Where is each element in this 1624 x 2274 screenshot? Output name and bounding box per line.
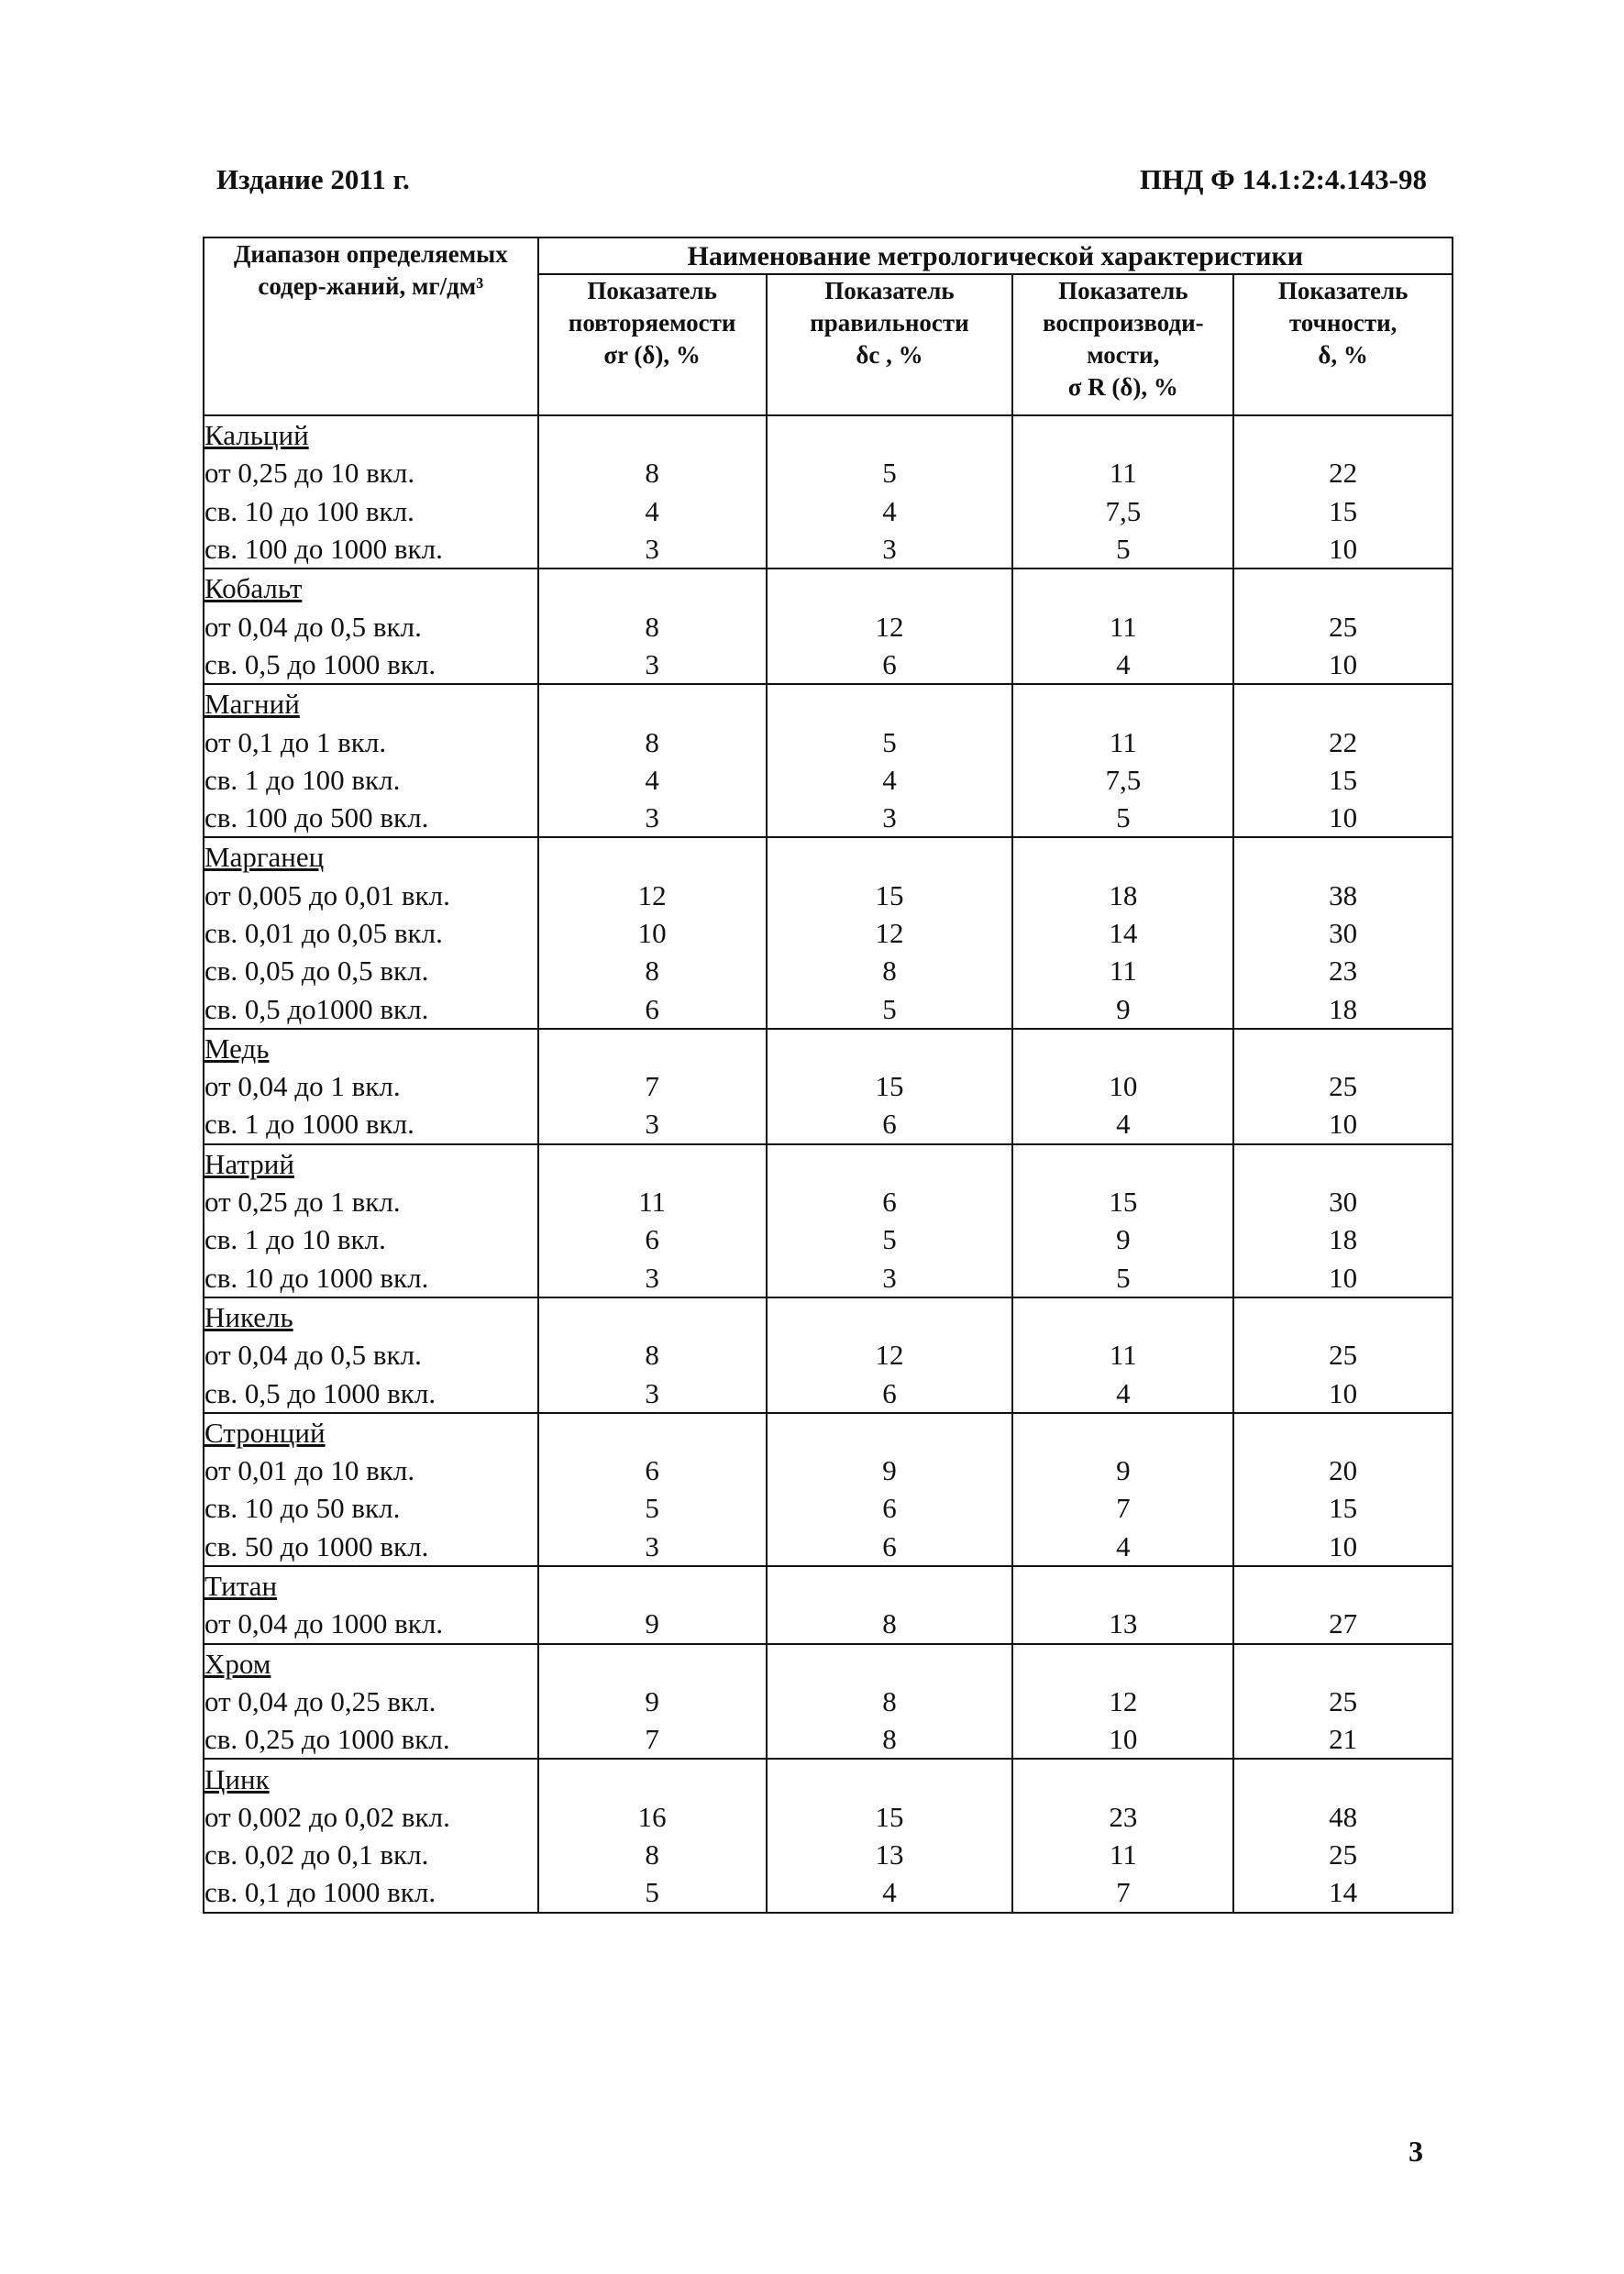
value-cell: 11 bbox=[1012, 1336, 1233, 1374]
value-cell: 7 bbox=[538, 1067, 767, 1105]
empty-cell bbox=[538, 1297, 767, 1336]
element-name: Марганец bbox=[204, 841, 325, 874]
value-cell: 10 bbox=[1233, 1105, 1453, 1143]
empty-cell bbox=[538, 1144, 767, 1183]
element-name-row bbox=[204, 568, 1453, 607]
element-name-cell bbox=[204, 415, 538, 454]
value-cell: 14 bbox=[1012, 914, 1233, 952]
value-cell: 18 bbox=[1233, 1220, 1453, 1258]
value-cell: 48 bbox=[1233, 1798, 1453, 1836]
value-cell: 11 bbox=[1012, 723, 1233, 760]
empty-cell bbox=[538, 1759, 767, 1797]
edition-label: Издание 2011 г. bbox=[216, 163, 410, 195]
value-cell: 7 bbox=[1012, 1489, 1233, 1527]
range-column-header: Диапазон определяемых содер-жаний, мг/дм³ bbox=[204, 237, 538, 415]
value-cell: 10 bbox=[1233, 646, 1453, 684]
element-group bbox=[204, 1144, 1453, 1297]
empty-cell bbox=[767, 1566, 1013, 1605]
value-cell: 4 bbox=[767, 761, 1013, 799]
table-row bbox=[204, 530, 1453, 568]
range-cell: св. 0,25 до 1000 вкл. bbox=[204, 1720, 538, 1759]
value-cell: 11 bbox=[538, 1183, 767, 1220]
empty-cell bbox=[767, 1644, 1013, 1683]
element-name: Титан bbox=[204, 1570, 278, 1603]
element-name-row bbox=[204, 1029, 1453, 1067]
value-cell: 22 bbox=[1233, 723, 1453, 760]
element-name-cell bbox=[204, 1297, 538, 1336]
empty-cell bbox=[767, 568, 1013, 607]
value-cell: 30 bbox=[1233, 914, 1453, 952]
value-cell: 6 bbox=[767, 1528, 1013, 1566]
table-row bbox=[204, 877, 1453, 914]
value-cell: 3 bbox=[767, 799, 1013, 837]
element-group bbox=[204, 684, 1453, 837]
table-row bbox=[204, 1105, 1453, 1143]
column-label: Показатель воспроизводи-мости, bbox=[1042, 277, 1204, 369]
element-name-row bbox=[204, 1566, 1453, 1605]
value-cell: 12 bbox=[1012, 1683, 1233, 1720]
table-row bbox=[204, 952, 1453, 989]
table-header bbox=[204, 237, 1453, 415]
empty-cell bbox=[1012, 1029, 1233, 1067]
page-number: 3 bbox=[1409, 2135, 1423, 2168]
range-cell: св. 10 до 100 вкл. bbox=[204, 492, 538, 530]
element-name-row bbox=[204, 1297, 1453, 1336]
value-cell: 3 bbox=[538, 1374, 767, 1412]
column-label: Показатель правильности bbox=[810, 277, 969, 337]
value-cell: 25 bbox=[1233, 607, 1453, 645]
value-cell: 23 bbox=[1233, 952, 1453, 989]
empty-cell bbox=[538, 684, 767, 723]
repeatability-header bbox=[538, 274, 767, 415]
value-cell: 30 bbox=[1233, 1183, 1453, 1220]
empty-cell bbox=[1012, 568, 1233, 607]
empty-cell bbox=[1012, 1297, 1233, 1336]
element-name-cell bbox=[204, 837, 538, 876]
value-cell: 7 bbox=[538, 1720, 767, 1759]
value-cell: 27 bbox=[1233, 1605, 1453, 1643]
element-name-row bbox=[204, 415, 1453, 454]
reproducibility-header bbox=[1012, 274, 1233, 415]
element-group bbox=[204, 1297, 1453, 1413]
element-name-row bbox=[204, 1759, 1453, 1797]
value-cell: 20 bbox=[1233, 1452, 1453, 1489]
value-cell: 5 bbox=[767, 1220, 1013, 1258]
value-cell: 6 bbox=[767, 1489, 1013, 1527]
range-cell: от 0,04 до 1 вкл. bbox=[204, 1067, 538, 1105]
table-row bbox=[204, 492, 1453, 530]
value-cell: 10 bbox=[1012, 1067, 1233, 1105]
value-cell: 8 bbox=[767, 952, 1013, 989]
range-cell: св. 50 до 1000 вкл. bbox=[204, 1528, 538, 1566]
value-cell: 6 bbox=[767, 1105, 1013, 1143]
empty-cell bbox=[538, 1566, 767, 1605]
value-cell: 7,5 bbox=[1012, 761, 1233, 799]
value-cell: 9 bbox=[1012, 989, 1233, 1028]
value-cell: 11 bbox=[1012, 1836, 1233, 1873]
value-cell: 11 bbox=[1012, 952, 1233, 989]
value-cell: 4 bbox=[1012, 1528, 1233, 1566]
range-cell: св. 100 до 500 вкл. bbox=[204, 799, 538, 837]
value-cell: 25 bbox=[1233, 1336, 1453, 1374]
range-cell: от 0,005 до 0,01 вкл. bbox=[204, 877, 538, 914]
column-symbol: δ, % bbox=[1318, 341, 1368, 369]
value-cell: 8 bbox=[767, 1605, 1013, 1643]
value-cell: 25 bbox=[1233, 1836, 1453, 1873]
trueness-header bbox=[767, 274, 1013, 415]
value-cell: 5 bbox=[538, 1489, 767, 1527]
empty-cell bbox=[1233, 1644, 1453, 1683]
empty-cell bbox=[1233, 1566, 1453, 1605]
value-cell: 18 bbox=[1233, 989, 1453, 1028]
element-group bbox=[204, 1029, 1453, 1144]
empty-cell bbox=[767, 1029, 1013, 1067]
table-row bbox=[204, 1452, 1453, 1489]
value-cell: 10 bbox=[538, 914, 767, 952]
range-cell: св. 100 до 1000 вкл. bbox=[204, 530, 538, 568]
value-cell: 15 bbox=[767, 877, 1013, 914]
element-name: Кальций bbox=[204, 419, 309, 452]
range-cell: от 0,25 до 1 вкл. bbox=[204, 1183, 538, 1220]
empty-cell bbox=[767, 1297, 1013, 1336]
table-row bbox=[204, 914, 1453, 952]
element-name-cell bbox=[204, 1029, 538, 1067]
range-cell: св. 10 до 1000 вкл. bbox=[204, 1259, 538, 1297]
table-row bbox=[204, 1259, 1453, 1297]
element-name: Никель bbox=[204, 1300, 293, 1333]
range-cell: от 0,04 до 0,5 вкл. bbox=[204, 607, 538, 645]
value-cell: 7,5 bbox=[1012, 492, 1233, 530]
element-name-row bbox=[204, 837, 1453, 876]
value-cell: 22 bbox=[1233, 454, 1453, 491]
element-name: Хром bbox=[204, 1647, 271, 1680]
value-cell: 4 bbox=[1012, 1374, 1233, 1412]
element-name: Магний bbox=[204, 688, 300, 721]
value-cell: 3 bbox=[767, 1259, 1013, 1297]
value-cell: 10 bbox=[1233, 1374, 1453, 1412]
empty-cell bbox=[1012, 415, 1233, 454]
value-cell: 4 bbox=[538, 761, 767, 799]
empty-cell bbox=[767, 1759, 1013, 1797]
value-cell: 6 bbox=[538, 1452, 767, 1489]
range-cell: от 0,01 до 10 вкл. bbox=[204, 1452, 538, 1489]
metrology-table bbox=[203, 237, 1453, 1914]
element-group bbox=[204, 1566, 1453, 1644]
empty-cell bbox=[767, 837, 1013, 876]
value-cell: 15 bbox=[767, 1067, 1013, 1105]
table-row bbox=[204, 1489, 1453, 1527]
value-cell: 3 bbox=[538, 530, 767, 568]
range-cell: св. 10 до 50 вкл. bbox=[204, 1489, 538, 1527]
empty-cell bbox=[1233, 1029, 1453, 1067]
table-row bbox=[204, 1605, 1453, 1643]
value-cell: 4 bbox=[538, 492, 767, 530]
value-cell: 3 bbox=[538, 799, 767, 837]
value-cell: 6 bbox=[767, 646, 1013, 684]
value-cell: 11 bbox=[1012, 607, 1233, 645]
value-cell: 8 bbox=[538, 723, 767, 760]
element-name-row bbox=[204, 1144, 1453, 1183]
table-row bbox=[204, 607, 1453, 645]
empty-cell bbox=[1012, 1144, 1233, 1183]
element-group bbox=[204, 1644, 1453, 1760]
value-cell: 8 bbox=[767, 1683, 1013, 1720]
value-cell: 4 bbox=[1012, 646, 1233, 684]
document-code: ПНД Ф 14.1:2:4.143-98 bbox=[1139, 163, 1427, 195]
empty-cell bbox=[767, 684, 1013, 723]
value-cell: 12 bbox=[767, 1336, 1013, 1374]
empty-cell bbox=[538, 415, 767, 454]
empty-cell bbox=[538, 1029, 767, 1067]
value-cell: 23 bbox=[1012, 1798, 1233, 1836]
table-row bbox=[204, 989, 1453, 1028]
value-cell: 3 bbox=[538, 646, 767, 684]
element-name: Кобальт bbox=[204, 572, 303, 605]
value-cell: 5 bbox=[1012, 799, 1233, 837]
empty-cell bbox=[538, 837, 767, 876]
element-name: Натрий bbox=[204, 1147, 294, 1180]
element-name: Стронций bbox=[204, 1416, 326, 1449]
empty-cell bbox=[538, 1644, 767, 1683]
range-cell: св. 0,5 до1000 вкл. bbox=[204, 989, 538, 1028]
value-cell: 9 bbox=[1012, 1220, 1233, 1258]
value-cell: 5 bbox=[767, 989, 1013, 1028]
value-cell: 4 bbox=[767, 1873, 1013, 1912]
value-cell: 5 bbox=[767, 454, 1013, 491]
value-cell: 9 bbox=[538, 1683, 767, 1720]
range-cell: св. 0,01 до 0,05 вкл. bbox=[204, 914, 538, 952]
accuracy-header bbox=[1233, 274, 1453, 415]
element-name: Цинк bbox=[204, 1762, 270, 1795]
empty-cell bbox=[1233, 837, 1453, 876]
value-cell: 18 bbox=[1012, 877, 1233, 914]
value-cell: 6 bbox=[538, 989, 767, 1028]
element-name-cell bbox=[204, 1413, 538, 1452]
column-label: Показатель точности, bbox=[1277, 277, 1409, 337]
table-row bbox=[204, 799, 1453, 837]
empty-cell bbox=[1012, 1759, 1233, 1797]
empty-cell bbox=[1233, 684, 1453, 723]
element-group bbox=[204, 1759, 1453, 1912]
empty-cell bbox=[767, 1413, 1013, 1452]
value-cell: 10 bbox=[1012, 1720, 1233, 1759]
range-cell: от 0,25 до 10 вкл. bbox=[204, 454, 538, 491]
element-name-cell bbox=[204, 1144, 538, 1183]
empty-cell bbox=[538, 568, 767, 607]
element-group bbox=[204, 837, 1453, 1028]
value-cell: 15 bbox=[1233, 492, 1453, 530]
value-cell: 14 bbox=[1233, 1873, 1453, 1912]
element-name-cell bbox=[204, 1644, 538, 1683]
range-cell: св. 0,5 до 1000 вкл. bbox=[204, 646, 538, 684]
element-name-cell bbox=[204, 1566, 538, 1605]
table-row bbox=[204, 1374, 1453, 1412]
column-symbol: σ R (δ), % bbox=[1067, 373, 1178, 401]
value-cell: 12 bbox=[538, 877, 767, 914]
range-cell: от 0,002 до 0,02 вкл. bbox=[204, 1798, 538, 1836]
table-row bbox=[204, 454, 1453, 491]
value-cell: 15 bbox=[1233, 1489, 1453, 1527]
characteristic-group-header: Наименование метрологической характеристики bbox=[538, 237, 1453, 274]
value-cell: 25 bbox=[1233, 1067, 1453, 1105]
value-cell: 4 bbox=[1012, 1105, 1233, 1143]
element-name-cell bbox=[204, 1759, 538, 1797]
value-cell: 9 bbox=[538, 1605, 767, 1643]
empty-cell bbox=[1012, 1566, 1233, 1605]
value-cell: 38 bbox=[1233, 877, 1453, 914]
range-cell: от 0,04 до 0,5 вкл. bbox=[204, 1336, 538, 1374]
value-cell: 5 bbox=[767, 723, 1013, 760]
value-cell: 6 bbox=[767, 1183, 1013, 1220]
value-cell: 25 bbox=[1233, 1683, 1453, 1720]
range-cell: от 0,04 до 0,25 вкл. bbox=[204, 1683, 538, 1720]
value-cell: 8 bbox=[538, 607, 767, 645]
value-cell: 3 bbox=[767, 530, 1013, 568]
range-cell: св. 1 до 100 вкл. bbox=[204, 761, 538, 799]
range-cell: св. 0,02 до 0,1 вкл. bbox=[204, 1836, 538, 1873]
value-cell: 8 bbox=[767, 1720, 1013, 1759]
element-name: Медь bbox=[204, 1032, 270, 1065]
element-group bbox=[204, 415, 1453, 568]
range-cell: от 0,04 до 1000 вкл. bbox=[204, 1605, 538, 1643]
table-row bbox=[204, 1836, 1453, 1873]
value-cell: 21 bbox=[1233, 1720, 1453, 1759]
value-cell: 5 bbox=[1012, 1259, 1233, 1297]
value-cell: 13 bbox=[1012, 1605, 1233, 1643]
table-row bbox=[204, 1067, 1453, 1105]
table-row bbox=[204, 723, 1453, 760]
empty-cell bbox=[1233, 1413, 1453, 1452]
table-row bbox=[204, 1720, 1453, 1759]
empty-cell bbox=[538, 1413, 767, 1452]
empty-cell bbox=[1012, 1413, 1233, 1452]
value-cell: 5 bbox=[538, 1873, 767, 1912]
element-name-row bbox=[204, 684, 1453, 723]
empty-cell bbox=[1012, 684, 1233, 723]
column-symbol: δc , % bbox=[856, 341, 923, 369]
empty-cell bbox=[767, 1144, 1013, 1183]
value-cell: 13 bbox=[767, 1836, 1013, 1873]
range-cell: от 0,1 до 1 вкл. bbox=[204, 723, 538, 760]
value-cell: 6 bbox=[538, 1220, 767, 1258]
table-row bbox=[204, 1528, 1453, 1566]
empty-cell bbox=[767, 415, 1013, 454]
value-cell: 8 bbox=[538, 454, 767, 491]
element-name-cell bbox=[204, 568, 538, 607]
table-row bbox=[204, 761, 1453, 799]
table-row bbox=[204, 1183, 1453, 1220]
value-cell: 12 bbox=[767, 607, 1013, 645]
value-cell: 15 bbox=[767, 1798, 1013, 1836]
value-cell: 7 bbox=[1012, 1873, 1233, 1912]
value-cell: 9 bbox=[767, 1452, 1013, 1489]
column-symbol: σr (δ), % bbox=[603, 341, 701, 369]
value-cell: 8 bbox=[538, 1336, 767, 1374]
value-cell: 11 bbox=[1012, 454, 1233, 491]
empty-cell bbox=[1233, 568, 1453, 607]
value-cell: 4 bbox=[767, 492, 1013, 530]
empty-cell bbox=[1012, 1644, 1233, 1683]
table-row bbox=[204, 1798, 1453, 1836]
value-cell: 8 bbox=[538, 952, 767, 989]
empty-cell bbox=[1233, 1144, 1453, 1183]
element-group bbox=[204, 568, 1453, 684]
value-cell: 3 bbox=[538, 1528, 767, 1566]
element-group bbox=[204, 1413, 1453, 1566]
element-name-row bbox=[204, 1413, 1453, 1452]
empty-cell bbox=[1233, 1759, 1453, 1797]
value-cell: 8 bbox=[538, 1836, 767, 1873]
value-cell: 15 bbox=[1233, 761, 1453, 799]
value-cell: 10 bbox=[1233, 530, 1453, 568]
empty-cell bbox=[1012, 837, 1233, 876]
range-cell: св. 0,5 до 1000 вкл. bbox=[204, 1374, 538, 1412]
value-cell: 10 bbox=[1233, 1528, 1453, 1566]
empty-cell bbox=[1233, 415, 1453, 454]
range-cell: св. 1 до 1000 вкл. bbox=[204, 1105, 538, 1143]
empty-cell bbox=[1233, 1297, 1453, 1336]
value-cell: 9 bbox=[1012, 1452, 1233, 1489]
value-cell: 3 bbox=[538, 1105, 767, 1143]
element-name-cell bbox=[204, 684, 538, 723]
value-cell: 16 bbox=[538, 1798, 767, 1836]
value-cell: 6 bbox=[767, 1374, 1013, 1412]
value-cell: 12 bbox=[767, 914, 1013, 952]
value-cell: 15 bbox=[1012, 1183, 1233, 1220]
range-cell: св. 1 до 10 вкл. bbox=[204, 1220, 538, 1258]
value-cell: 3 bbox=[538, 1259, 767, 1297]
table-row bbox=[204, 1220, 1453, 1258]
table-row bbox=[204, 1683, 1453, 1720]
value-cell: 10 bbox=[1233, 1259, 1453, 1297]
column-label: Показатель повторяемости bbox=[568, 277, 736, 337]
value-cell: 10 bbox=[1233, 799, 1453, 837]
table-row bbox=[204, 1336, 1453, 1374]
element-name-row bbox=[204, 1644, 1453, 1683]
table-row bbox=[204, 1873, 1453, 1912]
range-cell: св. 0,1 до 1000 вкл. bbox=[204, 1873, 538, 1912]
value-cell: 5 bbox=[1012, 530, 1233, 568]
range-cell: св. 0,05 до 0,5 вкл. bbox=[204, 952, 538, 989]
table-row bbox=[204, 646, 1453, 684]
